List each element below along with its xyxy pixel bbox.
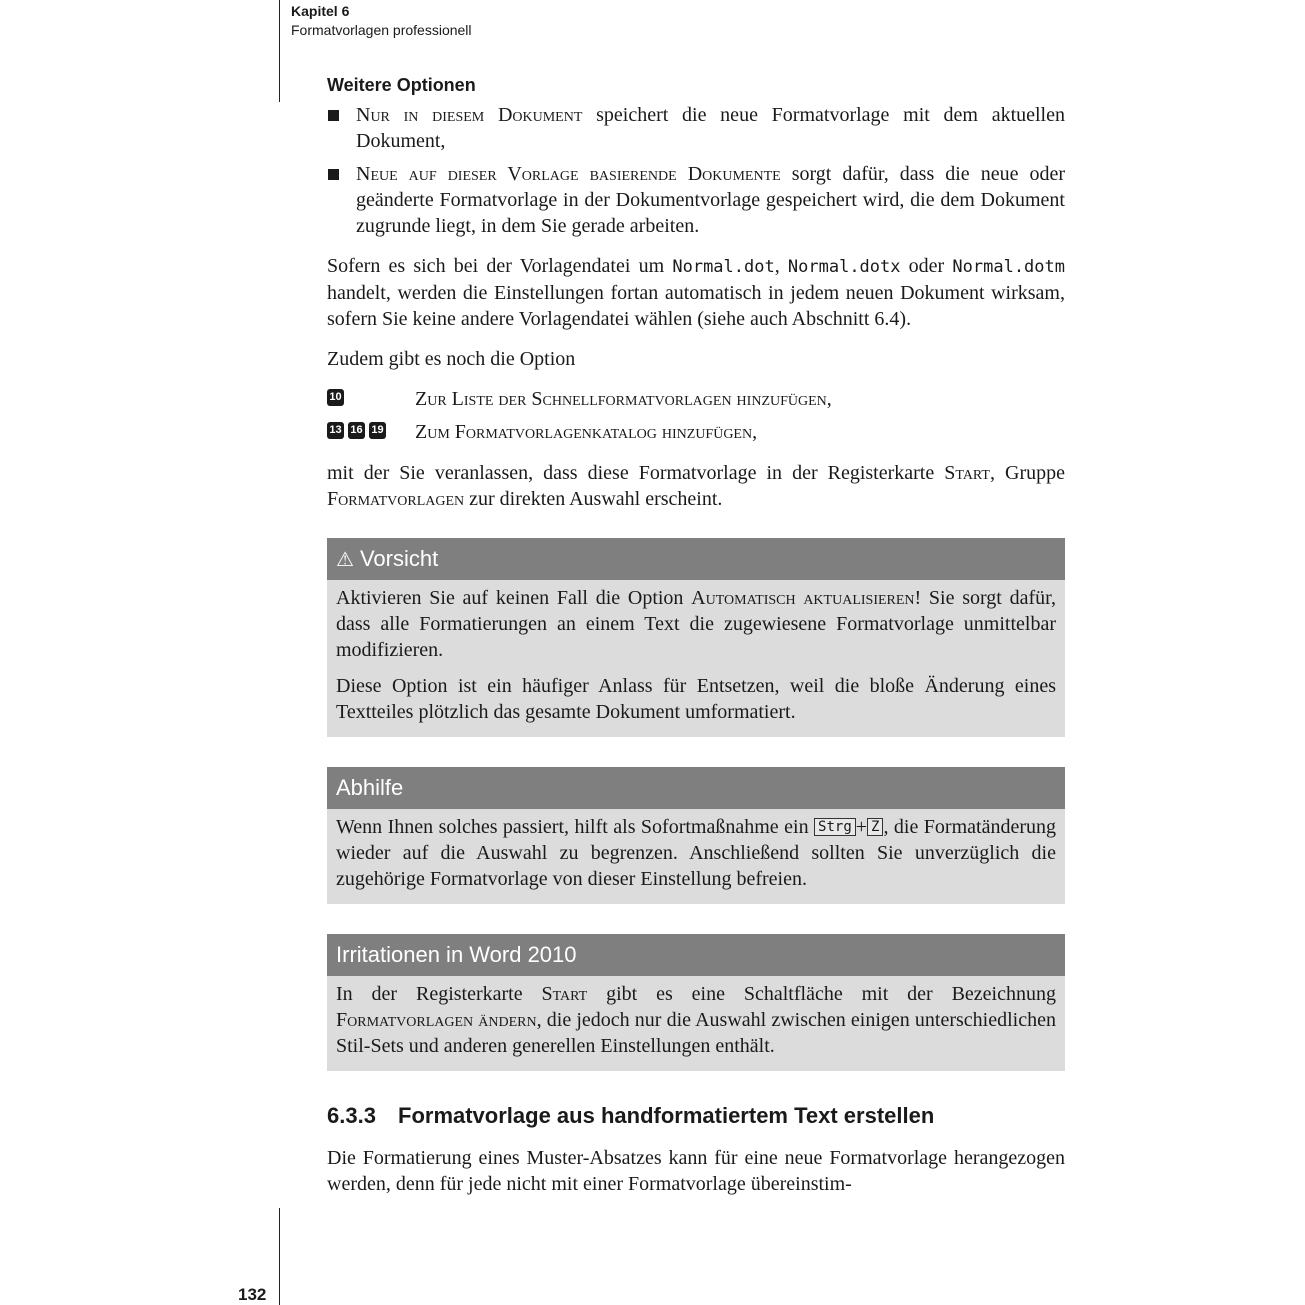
chapter-subtitle: Formatvorlagen professionell xyxy=(291,22,472,38)
box-vorsicht-body xyxy=(327,580,1065,737)
text-run: Aktivieren Sie auf keinen Fall die Option xyxy=(336,587,692,609)
running-header xyxy=(291,2,472,40)
box-abhilfe-header xyxy=(327,767,1065,809)
paragraph-option-intro: Zudem gibt es noch die Option xyxy=(327,348,576,370)
box-abhilfe xyxy=(327,767,1065,904)
options-heading: Weitere Optionen xyxy=(327,75,476,95)
version-badge-icon: 16 xyxy=(348,422,365,439)
box-abhilfe-body xyxy=(327,809,1065,904)
text-run: Sofern es sich bei der Vorlagendatei um xyxy=(327,255,673,277)
text-run: zur direkten Auswahl erscheint. xyxy=(464,488,723,510)
section-number: 6.3.3 xyxy=(327,1103,376,1128)
margin-rule-bottom xyxy=(279,1208,280,1305)
box-irritationen xyxy=(327,934,1065,1071)
options-list xyxy=(327,102,1065,239)
ui-term-auto-update: Automatisch aktualisieren xyxy=(691,587,915,609)
text-run: , Gruppe xyxy=(989,462,1065,484)
text-run: In der Registerkarte xyxy=(336,983,542,1005)
section-paragraph: Die Formatierung eines Muster-Absatzes kann für eine neue Formatvorlage herangezogen werden, denn für jede nicht mit einer Formatvorlage übereinstim- xyxy=(327,1147,1065,1195)
version-row-10 xyxy=(327,386,1065,419)
option-name: Nur in diesem Dokument xyxy=(356,104,583,126)
box-title: Irritationen in Word 2010 xyxy=(336,942,577,967)
bullet-square-icon xyxy=(328,110,339,121)
text-run: ! Sie sorgt dafür, dass alle Formatierungen an einem Text die zugewiesene Formatvorlage unmittelbar modifizieren. xyxy=(336,587,1056,661)
version-badges xyxy=(327,386,415,406)
text-run: , xyxy=(774,255,788,277)
box-vorsicht-header xyxy=(327,538,1065,580)
option-name: Neue auf dieser Vorlage basierende Dokumente xyxy=(356,163,781,185)
box-irritationen-body xyxy=(327,976,1065,1071)
text-run: Wenn Ihnen solches passiert, hilft als Sofortmaßnahme ein xyxy=(336,816,815,838)
text-run: gibt es eine Schaltfläche mit der Bezeichnung xyxy=(587,983,1056,1005)
key-plus: + xyxy=(855,816,868,838)
paragraph-start-tab xyxy=(327,460,1065,512)
ui-term-start: Start xyxy=(541,983,588,1005)
margin-rule-top xyxy=(279,0,280,102)
filename-normal-dotx: Normal.dotx xyxy=(787,257,901,277)
version-badge-icon: 10 xyxy=(327,389,344,406)
text-run: , die Formatänderung wieder auf die Auswahl zu begrenzen. Anschließend sollten Sie unverzüglich die zugehörige Formatvorlage von dieser Einstellung befreien. xyxy=(336,816,1056,890)
option-description: sorgt dafür, dass die neue oder geänderte Formatvorlage in der Dokumentvorlage gespeichert wird, die dem Dokument zugrunde liegt, in dem Sie gerade arbeiten. xyxy=(356,163,1065,237)
text-run: handelt, werden die Einstellungen fortan automatisch in jedem neuen Dokument wirksam, sofern Sie keine andere Vorlagendatei wählen (siehe auch Abschnitt 6.4). xyxy=(327,282,1065,330)
section-title: Formatvorlage aus handformatiertem Text erstellen xyxy=(398,1103,935,1128)
version-badge-icon: 19 xyxy=(369,422,386,439)
page-number: 132 xyxy=(238,1285,267,1304)
chapter-label: Kapitel 6 xyxy=(291,3,350,19)
ui-term-formatvorlagen-aendern: Formatvorlagen ändern xyxy=(336,1009,537,1031)
version-badge-icon: 13 xyxy=(327,422,344,439)
list-item xyxy=(327,161,1065,239)
box-paragraph xyxy=(336,981,1056,1059)
box-title: Abhilfe xyxy=(336,775,404,800)
bullet-square-icon xyxy=(328,169,339,180)
box-title: Vorsicht xyxy=(359,546,439,571)
key-z: Z xyxy=(867,818,883,836)
filename-normal-dot: Normal.dot xyxy=(672,257,775,277)
version-badges xyxy=(327,419,415,439)
ui-term-formatvorlagen: Formatvorlagen xyxy=(327,488,465,510)
box-paragraph: Diese Option ist ein häufiger Anlass für Entsetzen, weil die bloße Änderung eines Textteiles plötzlich das gesamte Dokument umformatiert. xyxy=(336,675,1056,723)
box-vorsicht xyxy=(327,538,1065,737)
list-item xyxy=(327,102,1065,154)
paragraph-normal-dot xyxy=(327,253,1065,332)
text-run: oder xyxy=(900,255,953,277)
text-run: mit der Sie veranlassen, dass diese Formatvorlage in der Registerkarte xyxy=(327,462,945,484)
box-paragraph xyxy=(336,814,1056,892)
version-row-13-16-19 xyxy=(327,419,1065,452)
key-strg: Strg xyxy=(814,818,856,836)
warning-triangle-icon: ⚠ xyxy=(336,549,354,571)
box-irritationen-header xyxy=(327,934,1065,976)
version-row-text: Zum Formatvorlagenkatalog hinzufügen, xyxy=(415,421,758,443)
version-row-text: Zur Liste der Schnellformatvorlagen hinzufügen, xyxy=(415,388,832,410)
box-paragraph xyxy=(336,585,1056,663)
section-heading xyxy=(327,1101,1065,1131)
text-run: , die jedoch nur die Auswahl zwischen einigen unterschiedlichen Stil-Sets und anderen generellen Einstellungen enthält. xyxy=(336,1009,1056,1057)
ui-term-start: Start xyxy=(944,462,990,484)
option-description: speichert die neue Formatvorlage mit dem aktuellen Dokument, xyxy=(356,104,1065,152)
filename-normal-dotm: Normal.dotm xyxy=(952,257,1065,277)
page-body xyxy=(327,72,1065,1197)
